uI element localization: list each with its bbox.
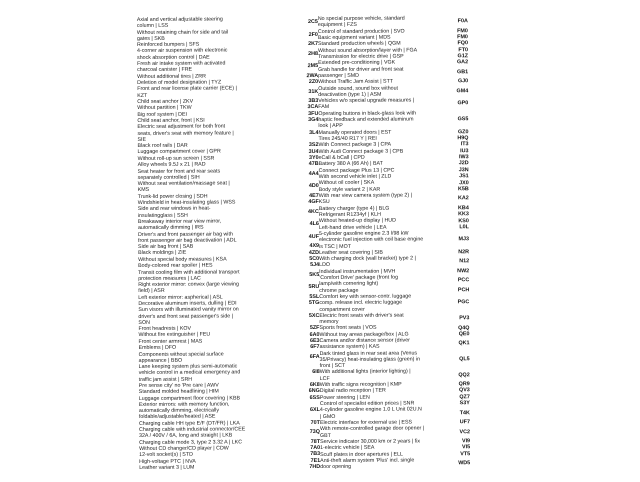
equipment-description: Operating buttons in black-glass look with haptic feedback and extended aluminum look | APP [318, 110, 417, 130]
equipment-description: Left exterior mirror: aspherical | ASL [138, 294, 223, 301]
equipment-description: Luggage compartment cover | GPR [137, 148, 221, 156]
equipment-description: Scuff plates in door apertures | ELL [320, 451, 403, 458]
equipment-code: 5RU [308, 284, 320, 291]
equipment-code: UF7 [459, 419, 470, 426]
equipment-code: QK1 [458, 340, 470, 347]
equipment-code: 6E3 [309, 337, 320, 344]
equipment-description: Vehicles w/o special upgrade measures | FAM [318, 97, 415, 111]
equipment-entry [318, 85, 468, 98]
equipment-description: Control of standard production | SVO [317, 28, 405, 35]
equipment-entry [318, 97, 468, 110]
equipment-description: Luggage compartment floor covering | KBB [138, 395, 241, 402]
equipment-description: Battery 380 A (66 Ah) | BAT [318, 160, 383, 168]
equipment-description: No special purpose vehicle, standard equipment | FZS [317, 15, 405, 29]
equipment-code: 2M5 [307, 63, 319, 70]
equipment-description: Dark tinted glass in rear seat area (Venus 35/Privacy) heat-insulating glass (green) in front | SCT [319, 350, 421, 370]
equipment-code: VC2 [459, 428, 471, 435]
equipment-entry [139, 426, 320, 439]
equipment-description: Driver's and front passenger air bag with front passenger air bag deactivation | ADL [137, 230, 237, 244]
equipment-description: eCall & bCall | CPD [318, 154, 365, 161]
equipment-entry [320, 457, 470, 470]
equipment-code: QL5 [459, 356, 470, 363]
equipment-code: 4KC [308, 208, 319, 215]
equipment-description: With additional lights (interior lighting) | LCF [319, 368, 411, 382]
equipment-code: QQ2 [458, 371, 470, 378]
equipment-column-right [318, 15, 470, 471]
equipment-description: Refrigerant R1234yf | KLH [318, 211, 381, 219]
equipment-description: Control of specialist edition prices | SNR [319, 400, 415, 408]
equipment-description: Leather variant 3 | LUM [139, 464, 195, 472]
equipment-entry [139, 351, 320, 364]
equipment-code: F0A [457, 18, 468, 25]
equipment-code: QE0 [458, 331, 470, 338]
equipment-code: GM4 [456, 88, 469, 95]
equipment-code: 2H8 [308, 50, 319, 57]
equipment-description: High-voltage PTC | NVA [139, 458, 196, 465]
equipment-code: PV3 [459, 315, 470, 322]
equipment-description: Without roll-up sun screen | SSR [137, 155, 215, 162]
equipment-code: 4ZD [308, 249, 320, 256]
equipment-description: Child seat anchor, front | KSI [137, 117, 205, 124]
equipment-code: MJ3 [458, 236, 470, 243]
equipment-description: Anti-theft alarm system 'Plus' incl. single door opening [320, 457, 415, 471]
equipment-code: KS0 [458, 217, 469, 224]
equipment-code: KB4 [458, 205, 469, 212]
equipment-code: PGC [457, 299, 470, 306]
equipment-description: Lane keeping system plus semi-automatic vehicle control in a medical emergency and traffic jam assist | SRH [138, 363, 241, 383]
equipment-description: Standard molded headlining | HIM [138, 388, 219, 396]
equipment-code: KA2 [457, 195, 469, 202]
equipment-entry [318, 15, 468, 28]
equipment-code: GB1 [457, 69, 469, 76]
equipment-entry [138, 269, 319, 282]
equipment-entry [318, 110, 468, 129]
equipment-description: Emblems | DFO [138, 344, 177, 352]
equipment-code: PCH [457, 287, 470, 294]
equipment-code: 6SS [309, 394, 320, 401]
equipment-description: 1-electric vehicle | SEA [320, 445, 375, 452]
equipment-description: Camera and/or distance sensor (driver assistance system) | KAS [319, 337, 410, 351]
equipment-description: Axial and vertical adjustable steering column | LSS [136, 16, 223, 30]
equipment-code: FQ0 [457, 40, 468, 47]
equipment-code: 4GF [308, 199, 319, 206]
equipment-description: Right exterior mirror: convex (large viewing field) | ASR [138, 281, 239, 295]
equipment-code: 3CA [307, 104, 319, 111]
equipment-code: GJ0 [457, 78, 469, 85]
equipment-code: VI5 [461, 444, 471, 451]
equipment-description: Connect package Plus 13 | CPC [318, 167, 395, 174]
equipment-code: 6FA [309, 353, 320, 360]
equipment-description: Seat heater for front and rear seats separately controlled | SIH [137, 168, 221, 181]
equipment-code: 3Y0 [308, 154, 319, 161]
equipment-entry [137, 47, 318, 60]
equipment-description: Charging cable mode 3, type 2 3.32 A | LKC [139, 439, 243, 446]
equipment-code: J2D [458, 160, 469, 167]
equipment-description: Without additional tires | ZRR [137, 73, 206, 80]
equipment-entry [138, 168, 319, 181]
equipment-code: Q4Q [458, 324, 470, 331]
equipment-code: FM0 [457, 27, 468, 34]
equipment-description: Without oil cooler | SKA [318, 180, 375, 187]
equipment-description: Sun visors with illuminated vanity mirror on driver's and front seat passenger's side | SON [138, 306, 239, 326]
equipment-code: 3B3 [308, 97, 319, 105]
equipment-description: Body style variant 2 | KAR [318, 186, 381, 193]
equipment-description: Front headrests | KOV [138, 325, 192, 333]
equipment-description: Leather seat covering | SIB [319, 249, 383, 256]
equipment-description: Sports front seats | VOS [319, 325, 377, 332]
equipment-entry [319, 293, 469, 312]
equipment-code: 4UF [308, 233, 319, 240]
equipment-code: 5K5 [309, 271, 320, 278]
equipment-description: 4-corner air suspension with electronic shock absorption control | DAE [136, 47, 228, 61]
equipment-code: 3U4 [308, 148, 319, 155]
equipment-code: IT3 [460, 141, 469, 148]
equipment-description: Transit cooling film with additional transport protection measures | LAC [138, 268, 240, 282]
equipment-description: Electric interface for external use | ESS [319, 419, 413, 427]
equipment-entry [320, 369, 470, 382]
equipment-description: Battery charger (type 4) | BLG [318, 205, 390, 212]
equipment-code: NW2 [457, 268, 470, 275]
equipment-entry [137, 123, 318, 143]
equipment-code: JX0 [459, 179, 469, 186]
equipment-description: With traffic signs recognition | KMP [319, 381, 402, 389]
equipment-entry [320, 407, 470, 420]
equipment-code: 6XL [309, 407, 320, 414]
equipment-description: Windshield in heat-insulating glass | WSS [137, 199, 236, 206]
equipment-description: Components without special surface appearance | BBO [138, 351, 224, 364]
equipment-description: Decorative aluminum inserts, dulling | EDI [138, 300, 237, 307]
equipment-description: Deletion of model designation | TYZ [137, 79, 222, 86]
equipment-code: 3S2 [308, 142, 319, 149]
equipment-entry [319, 192, 469, 205]
equipment-description: 12-volt socket(s) | STD [139, 452, 193, 459]
equipment-code: L0L [459, 224, 469, 231]
equipment-description: Standard production wheels | QGM [317, 40, 401, 48]
equipment-code: 4L6 [309, 221, 319, 228]
equipment-description: Outside sound, sound box without deactivation (type 1) | ASM [318, 85, 399, 98]
equipment-description: Child seat anchor | ZKV [137, 98, 194, 105]
equipment-entry [138, 218, 319, 231]
equipment-entry [139, 363, 320, 383]
equipment-entry [137, 60, 318, 73]
equipment-description: 'Comfort Drive' package (front fog lamp/with cornering light) [319, 274, 399, 288]
equipment-code: 4A4 [308, 170, 319, 177]
equipment-code: 70T [310, 419, 320, 426]
equipment-description: 4-cylinder gasoline engine 1.0 L Unit 02U.N | GMO [319, 406, 422, 420]
equipment-description: Body-colored rear spoiler | HES [138, 262, 213, 270]
equipment-description: chrome package [319, 287, 359, 294]
equipment-code: 7B3 [310, 451, 321, 458]
equipment-description: Without CD changer/CD player | CDW [139, 445, 229, 452]
equipment-entry [138, 180, 319, 193]
equipment-code: GZ0 [457, 128, 469, 135]
equipment-description: Black roof rails | DAR [137, 142, 188, 150]
equipment-description: With rear view camera system (type 2) | KSU [318, 192, 413, 206]
equipment-description: Without tray areas package/box | ALG [319, 331, 409, 338]
equipment-code: G1Z [457, 53, 469, 60]
equipment-description: Fresh air intake system with activated charcoal canister | FRE [137, 60, 226, 74]
equipment-description: Alloy wheels 9.5J x 21 | RAD [137, 161, 206, 169]
equipment-description: Trunk-lid power closing | SDH [137, 193, 208, 200]
equipment-code: PCC [457, 277, 470, 284]
equipment-code: VI9 [461, 438, 471, 445]
equipment-code: VT5 [460, 450, 471, 458]
equipment-code: 7E1 [310, 457, 321, 464]
equipment-description: Without sound absorption/layer with | FGA [317, 47, 418, 54]
equipment-description: Front and rear license plate carrier (ECE) | KZT [137, 85, 237, 99]
equipment-description: Big roof system | DEI [137, 111, 188, 118]
equipment-code: FT0 [458, 46, 469, 54]
equipment-description: Left-hand drive vehicle | LEA [318, 224, 387, 231]
equipment-description: Grab handle for driver and front seat passenger | SMD [318, 66, 404, 79]
equipment-code: 2WA [306, 72, 319, 79]
equipment-code: 73Q [309, 429, 321, 436]
equipment-description: Transmission for electric drive | GSP [318, 53, 404, 61]
equipment-code: N2R [458, 249, 470, 256]
equipment-description: Manually operated doors | EST [318, 129, 392, 136]
equipment-entry [139, 401, 320, 421]
equipment-code: T4K [459, 409, 470, 416]
equipment-description: Without seat ventilation/massage seat | KMS [137, 180, 230, 194]
equipment-description: Pre sense city' no 'Pre care | AWV [138, 382, 219, 389]
equipment-entry [137, 29, 318, 42]
equipment-description: 5-cylinder gasoline engine 2.3 l/98 kW electronic fuel injection with coil base engine is TSC | MOT [318, 230, 424, 250]
equipment-description: Black moldings | ZIE [138, 250, 187, 257]
equipment-entry [138, 281, 319, 294]
equipment-description: Extended pre-conditioning | VGK [318, 59, 396, 67]
equipment-entry [318, 66, 468, 79]
equipment-entry [139, 464, 320, 471]
equipment-entry [137, 16, 318, 29]
equipment-entry [320, 426, 470, 439]
equipment-entry [320, 350, 470, 369]
equipment-entry [319, 312, 469, 325]
equipment-description: Individual instrumentation | MVH [319, 268, 396, 275]
equipment-description: Basic equipment variant | MDS [317, 34, 391, 41]
equipment-entry [319, 255, 469, 268]
equipment-code: 7HD [309, 464, 321, 471]
equipment-code: JS1 [459, 173, 469, 180]
equipment-code: GP0 [457, 100, 469, 107]
equipment-code: 5J4 [310, 262, 320, 269]
equipment-code: WD5 [458, 460, 471, 467]
equipment-code: 5SL [309, 293, 320, 300]
equipment-code: GS5 [457, 116, 469, 123]
equipment-description: Electric front seats with driver's seat memory [319, 312, 404, 326]
equipment-description: With charging dock (wall bracket) type 2 | LDO [319, 255, 416, 269]
equipment-code: 4X9 [309, 243, 320, 250]
equipment-description: Charging cable HH type E/F (DT/FR) | LKA [138, 420, 240, 427]
equipment-code: 2K7 [308, 41, 318, 48]
equipment-description: Comfort key with sensor-contr. luggage comp. release incl. electric luggage compartment cover [319, 293, 412, 313]
equipment-description: Digital radio reception | TER [319, 388, 386, 395]
equipment-code: 5TG [308, 300, 320, 307]
equipment-code: IU3 [460, 147, 469, 154]
equipment-description: Service indicator 30,000 km or 2 years | fix [320, 438, 421, 445]
equipment-description: With Connect package 3 | CPA [318, 141, 392, 149]
equipment-description: Reinforced bumpers | SFS [136, 41, 200, 49]
equipment-code: QR9 [458, 381, 470, 388]
equipment-entry [138, 231, 319, 244]
equipment-description: Charging cable with industrial connector/CEE 32A / 400V / 6A, long and straight | LKB [138, 426, 246, 440]
equipment-code: IW3 [458, 154, 469, 161]
equipment-entry [319, 274, 469, 287]
equipment-code: H9Q [457, 135, 469, 142]
equipment-code: 5ZF [309, 325, 320, 332]
equipment-code: 6K8 [309, 381, 320, 389]
equipment-code: K5B [457, 186, 469, 193]
equipment-code: 3FU [308, 110, 319, 117]
equipment-description: Without partition | TKW [137, 104, 192, 112]
equipment-code: 6F7 [310, 344, 320, 351]
equipment-description: Without retaining chain for side and tail gates | SKB [136, 29, 229, 42]
equipment-description: With Audi Connect package 3 | CPB [318, 148, 404, 155]
equipment-code: 78T [310, 438, 321, 445]
equipment-code: 2F0 [308, 31, 318, 38]
equipment-description: Electric seat adjustment for both front seats, driver's seat with memory feature | SIE [137, 123, 234, 143]
equipment-description: Front center armrest | MAS [138, 338, 203, 345]
equipment-entry [138, 205, 319, 218]
equipment-code: 31K [308, 88, 319, 95]
equipment-code: FM0 [457, 34, 468, 41]
equipment-code: 4D0 [308, 183, 319, 190]
equipment-code: 3G4 [308, 117, 319, 124]
equipment-code: N12 [459, 258, 470, 265]
equipment-code: 4E7 [309, 192, 319, 199]
equipment-column-left [137, 16, 320, 472]
equipment-description: Without special body measures | KSA [138, 256, 227, 263]
equipment-entry [320, 337, 470, 350]
equipment-description: Exterior mirrors: with memory function, automatically dimming, electrically foldable/adjustable/heated | ASE [138, 401, 230, 421]
equipment-code: 2Z0 [308, 79, 319, 86]
equipment-description: Without Traffic Jam Assist | STT [318, 78, 394, 86]
equipment-description: Without heated-up display | HUD [318, 218, 396, 225]
equipment-code: S3Y [459, 400, 470, 407]
equipment-code: 5C0 [309, 255, 320, 262]
equipment-description: Tires 245/40 R17 Y | REI [318, 135, 377, 142]
equipment-code: 7A0 [310, 445, 321, 452]
equipment-description: Power steering | LEN [319, 394, 370, 401]
equipment-code: 6NG [308, 388, 320, 395]
equipment-code: 6I8 [312, 369, 320, 376]
equipment-description: Side air bag front | SAB [138, 243, 194, 251]
equipment-description: Breakaway interior rear view mirror, automatically dimming | IRS [137, 218, 222, 232]
equipment-description: With remote-controlled garage door opener | GBT [319, 425, 425, 439]
equipment-entry [319, 230, 469, 249]
equipment-code: 3L4 [309, 129, 319, 136]
equipment-code: 2C5 [307, 19, 318, 26]
equipment-description: With second vehicle inlet | ZLD [318, 173, 392, 181]
equipment-code: QZ7 [459, 394, 470, 401]
equipment-code: QV3 [458, 387, 470, 394]
equipment-code: J3N [458, 167, 469, 174]
equipment-description: Without fire extinguisher | FEU [138, 332, 211, 339]
equipment-code: KK3 [458, 211, 469, 218]
equipment-code: 5XC [308, 312, 320, 319]
equipment-code: GA2 [456, 59, 469, 66]
equipment-entry [138, 306, 319, 326]
equipment-entry [137, 85, 318, 98]
equipment-code: 6A0 [309, 331, 320, 338]
equipment-code: 47B [308, 161, 319, 168]
equipment-description: Side and rear windows in heat- insulatingglass | SSH [137, 205, 211, 219]
